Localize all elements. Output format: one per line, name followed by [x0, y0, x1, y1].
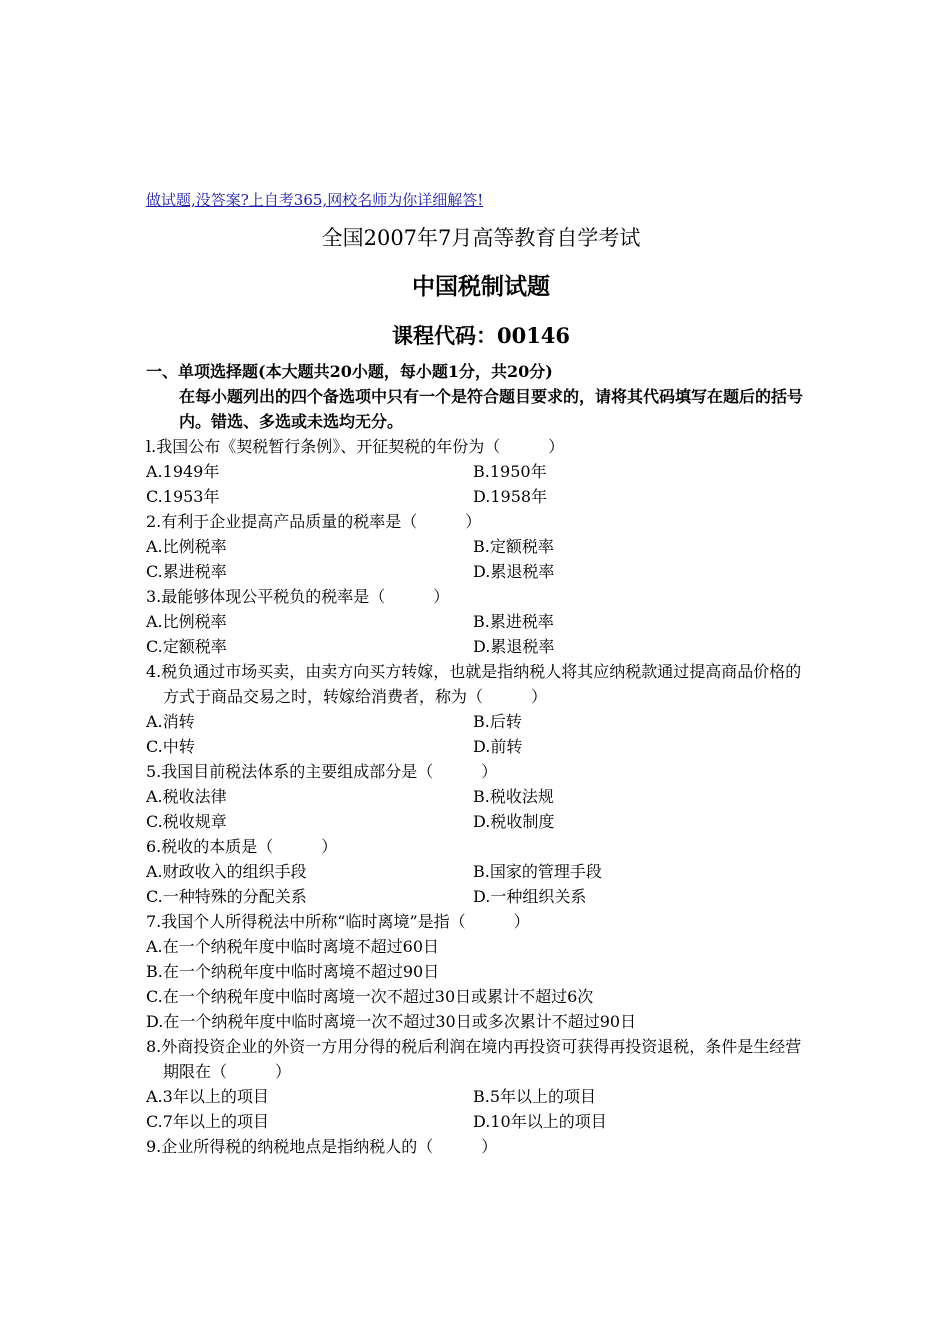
question-7: 7.我国个人所得税法中所称“临时离境”是指（ ）	[146, 912, 530, 931]
option-a: A.比例税率	[146, 612, 227, 631]
option-c: C.累进税率	[146, 562, 227, 581]
question-9: 9.企业所得税的纳税地点是指纳税人的（ ）	[146, 1137, 498, 1156]
course-code: 课程代码：00146	[391, 323, 571, 348]
option-b: B.累进税率	[473, 612, 554, 631]
option-b: B.定额税率	[473, 537, 554, 556]
options-row	[146, 859, 816, 884]
question-2: 2.有利于企业提高产品质量的税率是（ ）	[146, 512, 482, 531]
option-b: B.5年以上的项目	[473, 1087, 597, 1106]
options-row	[146, 609, 816, 634]
option-d: D.10年以上的项目	[473, 1112, 607, 1131]
exam-page	[146, 188, 816, 1159]
option-c: C.1953年	[146, 487, 220, 506]
option-b: B.后转	[473, 712, 522, 731]
option-c: C.一种特殊的分配关系	[146, 887, 307, 906]
option-a: A.1949年	[146, 462, 220, 481]
option-a: A.税收法律	[146, 787, 227, 806]
option-a: A.3年以上的项目	[146, 1087, 269, 1106]
option-b: B.国家的管理手段	[473, 862, 602, 881]
option-d: D.累退税率	[473, 637, 555, 656]
options-row	[146, 534, 816, 559]
option-c: C.在一个纳税年度中临时离境一次不超过30日或累计不超过6次	[146, 987, 594, 1006]
section-instructions: 在每小题列出的四个备选项中只有一个是符合题目要求的，请将其代码填写在题后的括号内。错选、多选或未选均无分。	[179, 387, 804, 431]
question-3: 3.最能够体现公平税负的税率是（ ）	[146, 587, 450, 606]
option-a: A.在一个纳税年度中临时离境不超过60日	[146, 937, 440, 956]
option-c: C.7年以上的项目	[146, 1112, 269, 1131]
option-c: C.税收规章	[146, 812, 227, 831]
option-c: C.中转	[146, 737, 195, 756]
options-row	[146, 884, 816, 909]
question-8: 8.外商投资企业的外资一方用分得的税后利润在境内再投资可获得再投资退税，条件是生经营期限在（ ）	[146, 1037, 802, 1081]
question-5: 5.我国目前税法体系的主要组成部分是（ ）	[146, 762, 498, 781]
option-d: D.前转	[473, 737, 523, 756]
section-heading: 一、单项选择题(本大题共20小题，每小题1分，共20分)	[146, 362, 553, 381]
option-a: A.消转	[146, 712, 195, 731]
options-row	[146, 809, 816, 834]
option-c: C.定额税率	[146, 637, 227, 656]
option-b: B.在一个纳税年度中临时离境不超过90日	[146, 962, 440, 981]
promo-link[interactable]: 做试题,没答案?上自考365,网校名师为你详细解答!	[146, 191, 484, 209]
options-row	[146, 559, 816, 584]
subject-title: 中国税制试题	[412, 273, 550, 300]
options-row	[146, 734, 816, 759]
option-d: D.累退税率	[473, 562, 555, 581]
option-b: B.税收法规	[473, 787, 554, 806]
option-d: D.1958年	[473, 487, 548, 506]
question-4: 4.税负通过市场买卖，由卖方向买方转嫁，也就是指纳税人将其应纳税款通过提高商品价格的方式于商品交易之时，转嫁给消费者，称为（ ）	[146, 662, 802, 706]
option-d: D.一种组织关系	[473, 887, 587, 906]
options-row	[146, 784, 816, 809]
option-a: A.比例税率	[146, 537, 227, 556]
options-row	[146, 484, 816, 509]
option-a: A.财政收入的组织手段	[146, 862, 307, 881]
options-row	[146, 634, 816, 659]
options-row	[146, 709, 816, 734]
exam-title: 全国2007年7月高等教育自学考试	[321, 226, 641, 250]
options-row	[146, 1084, 816, 1109]
option-d: D.在一个纳税年度中临时离境一次不超过30日或多次累计不超过90日	[146, 1012, 637, 1031]
option-b: B.1950年	[473, 462, 547, 481]
question-1: l.我国公布《契税暂行条例》、开征契税的年份为（ ）	[146, 437, 565, 456]
option-d: D.税收制度	[473, 812, 555, 831]
question-6: 6.税收的本质是（ ）	[146, 837, 338, 856]
options-row	[146, 459, 816, 484]
options-row	[146, 1109, 816, 1134]
